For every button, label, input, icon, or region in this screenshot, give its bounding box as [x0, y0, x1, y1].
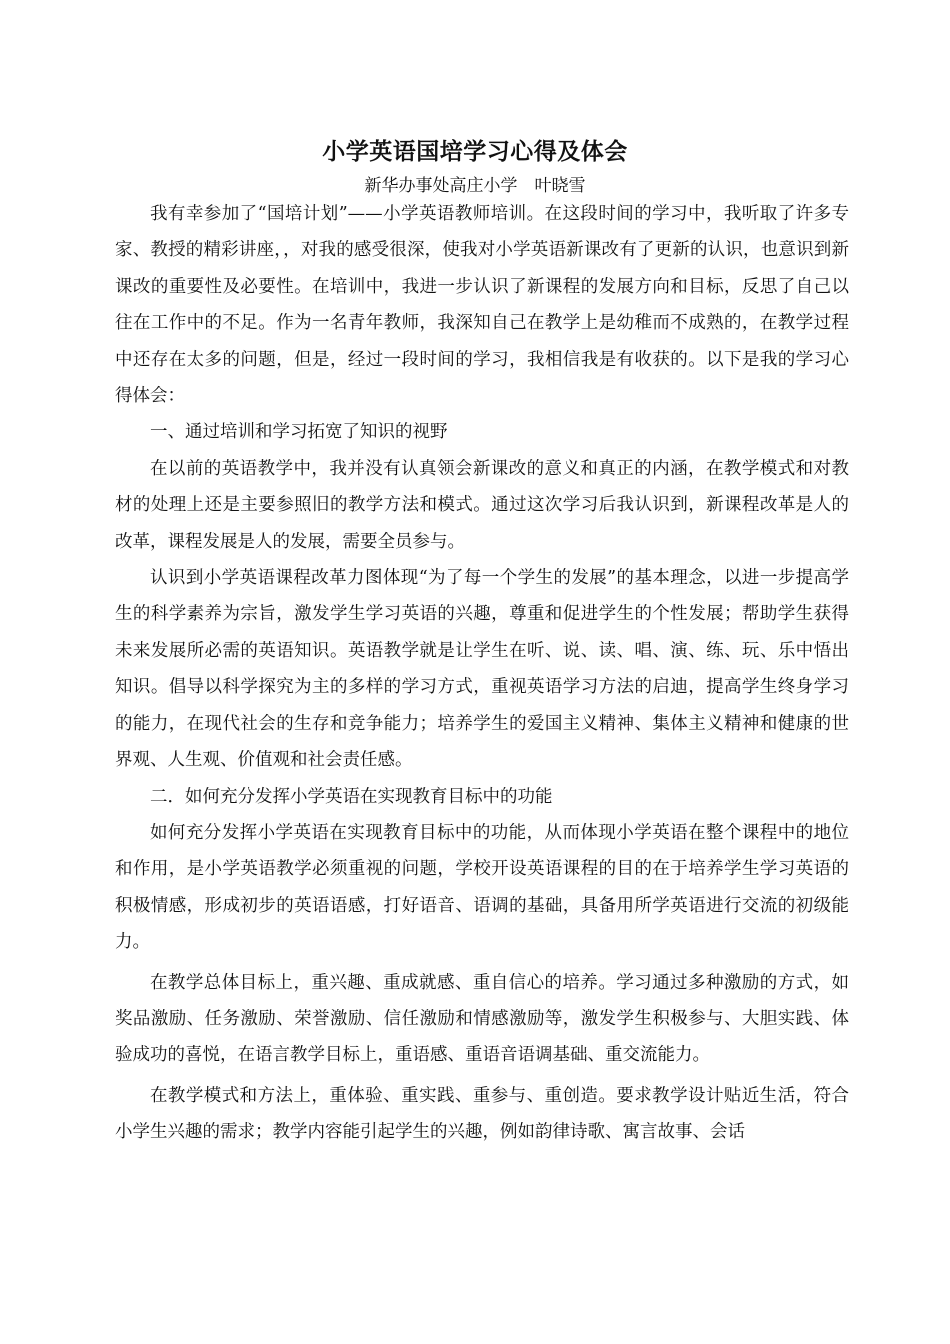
- paragraph-section-2b: 在教学总体目标上，重兴趣、重成就感、重自信心的培养。学习通过多种激励的方式，如奖品激励、任务激励、荣誉激励、信任激励和情感激励等，激发学生积极参与、大胆实践、体验成功的喜悦，在语言教学目标上，重语感、重语音语调基础、重交流能力。: [115, 972, 849, 1066]
- document-author: 新华办事处高庄小学 叶晓雪: [364, 176, 586, 196]
- section-heading-1: 一、通过培训和学习拓宽了知识的视野: [150, 422, 448, 443]
- document-title: 小学英语国培学习心得及体会: [322, 138, 628, 165]
- document-body: [115, 196, 849, 1151]
- paragraph-section-2c: 在教学模式和方法上，重体验、重实践、重参与、重创造。要求教学设计贴近生活，符合小学生兴趣的需求；教学内容能引起学生的兴趣，例如韵律诗歌、寓言故事、会话: [115, 1085, 849, 1143]
- paragraph-section-1a: 在以前的英语教学中，我并没有认真领会新课改的意义和真正的内涵，在教学模式和对教材的处理上还是主要参照旧的教学方法和模式。通过这次学习后我认识到，新课程改革是人的改革，课程发展是人的发展，需要全员参与。: [115, 458, 849, 552]
- paragraph-section-1b: 认识到小学英语课程改革力图体现“为了每一个学生的发展”的基本理念，以进一步提高学生的科学素养为宗旨，激发学生学习英语的兴趣，尊重和促进学生的个性发展；帮助学生获得未来发展所必需的英语知识。英语教学就是让学生在听、说、读、唱、演、练、玩、乐中悟出知识。倡导以科学探究为主的多样的学习方式，重视英语学习方法的启迪，提高学生终身学习的能力，在现代社会的生存和竞争能力；培养学生的爱国主义精神、集体主义精神和健康的世界观、人生观、价值观和社会责任感。: [115, 568, 849, 771]
- section-heading-2: 二．如何充分发挥小学英语在实现教育目标中的功能: [150, 786, 553, 807]
- paragraph-section-2a: 如何充分发挥小学英语在实现教育目标中的功能，从而体现小学英语在整个课程中的地位和作用，是小学英语教学必须重视的问题，学校开设英语课程的目的在于培养学生学习英语的积极情感，形成初步的英语语感，打好语音、语调的基础，具备用所学英语进行交流的初级能力。: [115, 822, 849, 953]
- paragraph-intro: 我有幸参加了“国培计划”——小学英语教师培训。在这段时间的学习中，我听取了许多专家、教授的精彩讲座，，对我的感受很深，使我对小学英语新课改有了更新的认识，也意识到新课改的重要性及必要性。在培训中，我进一步认识了新课程的发展方向和目标，反思了自己以往在工作中的不足。作为一名青年教师，我深知自己在教学上是幼稚而不成熟的，在教学过程中还存在太多的问题，但是，经过一段时间的学习，我相信我是有收获的。以下是我的学习心得体会：: [115, 204, 849, 407]
